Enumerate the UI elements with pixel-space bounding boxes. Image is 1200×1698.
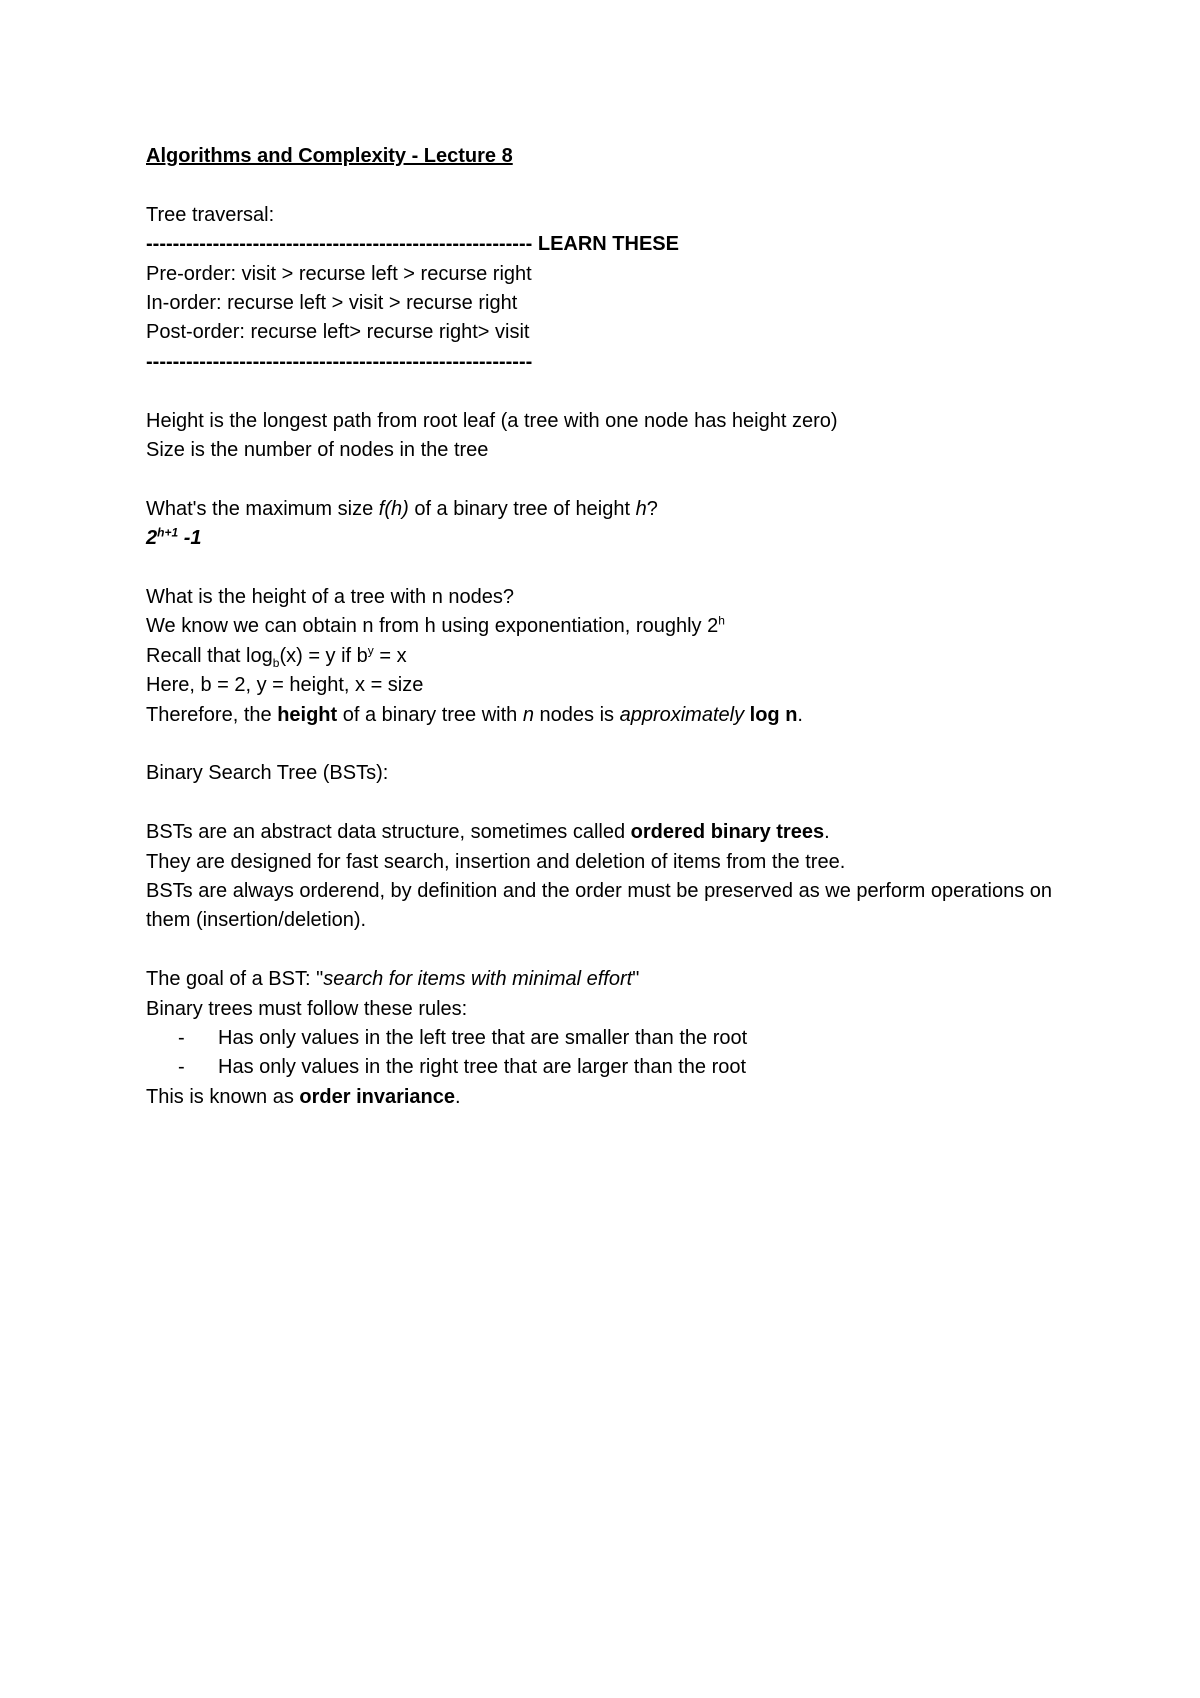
formula-tail: -1 [178,527,202,550]
postorder-line: Post-order: recurse left> recurse right> visit [146,321,530,344]
rules-heading: Binary trees must follow these rules: [146,997,468,1020]
exponent-line [146,612,1066,641]
superscript: y [367,643,374,658]
text-run-italic: approximately [619,703,745,726]
text-run: Therefore, the [146,703,278,726]
bottom-divider: ---------------------------------------------------------- [146,350,533,373]
text-run-italic: n [522,703,534,726]
here-line: Here, b = 2, y = height, x = size [146,674,424,697]
list-item-text: Has only values in the left tree that are smaller than the root [218,1027,748,1050]
text-run: nodes is [533,703,620,726]
formula-base: 2 [146,527,158,550]
formula-exponent: h+1 [157,525,179,540]
therefore-line [146,701,1066,730]
text-run: What's the maximum size [146,497,379,520]
bullet-dash: - [178,1056,185,1079]
learn-these-divider: ---------------------------------------------------------- LEARN THESE [146,233,679,256]
height-definition: Height is the longest path from root leaf (a tree with one node has height zero) [146,409,838,432]
size-definition: Size is the number of nodes in the tree [146,439,489,462]
text-run-bold: log n [749,703,798,726]
text-run: = x [373,644,407,667]
text-run-italic: f(h) [378,497,409,520]
subscript: b [272,655,280,670]
text-run: BSTs are an abstract data structure, sometimes called [146,821,631,844]
list-item [146,1024,1066,1053]
spacer [146,377,1066,406]
text-run: We know we can obtain n from h using exponentiation, roughly 2 [146,615,719,638]
bst-line-1 [146,818,1066,847]
text-run: " [632,968,640,991]
bst-line-3: BSTs are always orderend, by definition and the order must be preserved as we perform operations on them (insertion/deletion). [146,880,1053,932]
list-item [146,1053,1066,1082]
text-run: ? [646,497,658,520]
bullet-dash: - [178,1027,185,1050]
spacer [146,554,1066,583]
recall-line [146,642,1066,671]
text-run: of a binary tree with [337,703,523,726]
text-run: Recall that log [146,644,273,667]
text-run: This is known as [146,1085,300,1108]
text-run: of a binary tree of height [408,497,636,520]
text-run-italic: h [635,497,647,520]
document-page [146,142,1066,1112]
bst-heading: Binary Search Tree (BSTs): [146,762,389,785]
bst-line-2: They are designed for fast search, insertion and deletion of items from the tree. [146,850,846,873]
spacer [146,730,1066,759]
inorder-line: In-order: recurse left > visit > recurse right [146,292,518,315]
max-size-question [146,495,1066,524]
goal-line [146,965,1066,994]
superscript: h [718,613,725,628]
text-run: . [797,703,803,726]
text-run: The goal of a BST: " [146,968,324,991]
page-title: Algorithms and Complexity - Lecture 8 [146,145,513,167]
tree-traversal-heading: Tree traversal: [146,203,275,226]
preorder-line: Pre-order: visit > recurse left > recurse right [146,262,532,285]
spacer [146,171,1066,200]
text-run: . [455,1085,461,1108]
text-run-italic: search for items with minimal effort [323,968,633,991]
spacer [146,936,1066,965]
text-run-bold: height [277,703,338,726]
spacer [146,789,1066,818]
text-run: . [824,821,830,844]
text-run-bold: ordered binary trees [630,821,825,844]
max-size-formula [146,524,1066,553]
list-item-text: Has only values in the right tree that are larger than the root [218,1056,747,1079]
spacer [146,465,1066,494]
height-question: What is the height of a tree with n nodes? [146,586,514,609]
text-run: (x) = y if b [279,644,368,667]
known-line [146,1083,1066,1112]
text-run-bold: order invariance [299,1085,456,1108]
